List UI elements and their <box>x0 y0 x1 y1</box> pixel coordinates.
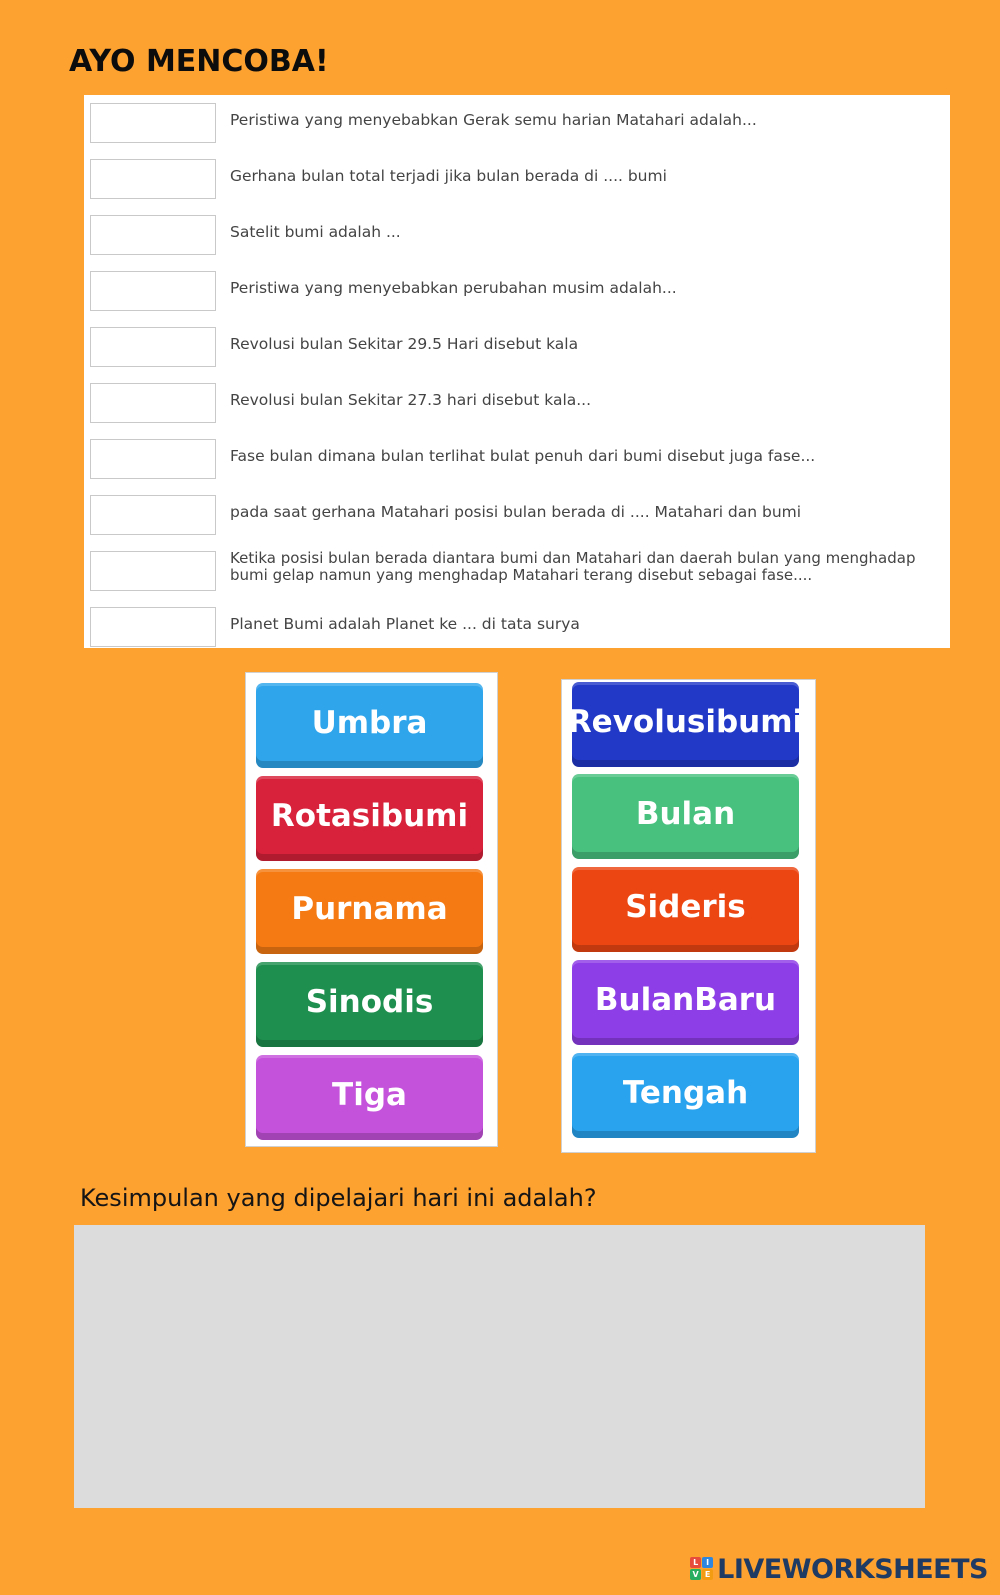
answer-chip-bulanbaru[interactable] <box>572 960 799 1045</box>
question-row <box>84 543 950 599</box>
answer-chip-label: Tengah <box>622 1074 749 1111</box>
answer-input[interactable] <box>90 159 216 199</box>
question-text: Satelit bumi adalah ... <box>230 223 401 241</box>
question-text: Revolusi bulan Sekitar 29.5 Hari disebut kala <box>230 335 579 353</box>
logo-letter-v: V <box>690 1569 701 1580</box>
choices-left-panel <box>245 672 498 1147</box>
answer-chip-label: Rotasibumi <box>270 797 469 834</box>
question-row <box>84 599 950 648</box>
conclusion-textarea[interactable] <box>74 1225 925 1508</box>
answer-chip-label: Sideris <box>625 888 746 925</box>
answer-input[interactable] <box>90 327 216 367</box>
question-text: Gerhana bulan total terjadi jika bulan berada di .... bumi <box>230 167 667 185</box>
logo-letter-l: L <box>690 1557 701 1568</box>
answer-input[interactable] <box>90 607 216 647</box>
answer-chip-label: Revolusibumi <box>567 703 804 740</box>
question-row <box>84 319 950 375</box>
answer-chip-sideris[interactable] <box>572 867 799 952</box>
brand-name: LIVEWORKSHEETS <box>717 1553 988 1585</box>
questions-panel <box>84 95 950 648</box>
answer-input[interactable] <box>90 439 216 479</box>
question-row <box>84 207 950 263</box>
logo-letter-e: E <box>702 1569 713 1580</box>
answer-chip-bulan[interactable] <box>572 774 799 859</box>
answer-chip-tengah[interactable] <box>572 1053 799 1138</box>
answer-chip-purnama[interactable] <box>256 869 483 954</box>
answer-chip-label: Sinodis <box>305 983 434 1020</box>
answer-chip-umbra[interactable] <box>256 683 483 768</box>
answer-chip-label: Tiga <box>332 1076 407 1113</box>
answer-input[interactable] <box>90 383 216 423</box>
answer-chip-label: Bulan <box>635 795 736 832</box>
answer-chip-rotasibumi[interactable] <box>256 776 483 861</box>
answer-input[interactable] <box>90 551 216 591</box>
logo-letter-i: I <box>702 1557 713 1568</box>
question-text: Ketika posisi bulan berada diantara bumi dan Matahari dan daerah bulan yang menghadap bumi gelap namun yang menghadap Matahari terang disebut sebagai fase.... <box>230 549 916 584</box>
answer-input[interactable] <box>90 271 216 311</box>
question-text: Planet Bumi adalah Planet ke ... di tata surya <box>230 615 580 633</box>
answer-chip-label: BulanBaru <box>594 981 777 1018</box>
question-row <box>84 95 950 151</box>
page-title: AYO MENCOBA! <box>69 44 329 79</box>
question-row <box>84 487 950 543</box>
question-text: Peristiwa yang menyebabkan Gerak semu harian Matahari adalah... <box>230 111 757 129</box>
conclusion-question: Kesimpulan yang dipelajari hari ini adalah? <box>80 1184 597 1212</box>
answer-chip-label: Umbra <box>311 704 428 741</box>
answer-chip-tiga[interactable] <box>256 1055 483 1140</box>
brand-logo[interactable] <box>690 1553 988 1585</box>
answer-chip-revolusibumi[interactable] <box>567 682 804 767</box>
answer-chip-sinodis[interactable] <box>256 962 483 1047</box>
answer-input[interactable] <box>90 103 216 143</box>
question-row <box>84 375 950 431</box>
question-row <box>84 263 950 319</box>
question-text: Revolusi bulan Sekitar 27.3 hari disebut kala... <box>230 391 592 409</box>
liveworksheets-icon <box>690 1557 714 1581</box>
choices-right-panel <box>561 679 816 1153</box>
question-row <box>84 151 950 207</box>
answer-chip-label: Purnama <box>291 890 448 927</box>
question-text: Fase bulan dimana bulan terlihat bulat penuh dari bumi disebut juga fase... <box>230 447 816 465</box>
question-text: pada saat gerhana Matahari posisi bulan berada di .... Matahari dan bumi <box>230 503 802 521</box>
question-text: Peristiwa yang menyebabkan perubahan musim adalah... <box>230 279 677 297</box>
answer-input[interactable] <box>90 215 216 255</box>
answer-input[interactable] <box>90 495 216 535</box>
question-row <box>84 431 950 487</box>
